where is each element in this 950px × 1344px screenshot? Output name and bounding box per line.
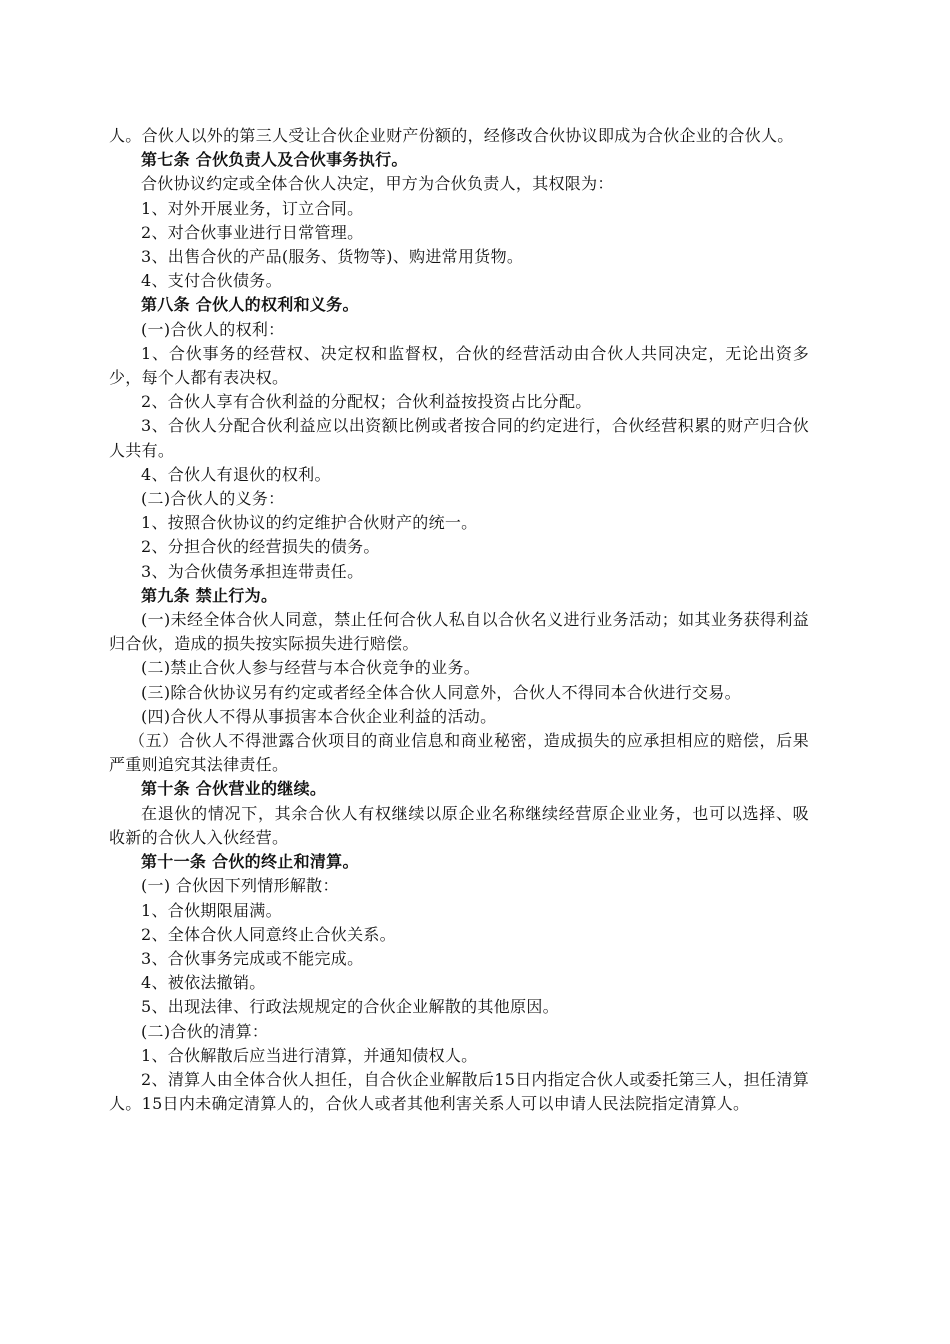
- list-item: (四)合伙人不得从事损害本合伙企业利益的活动。: [141, 706, 497, 726]
- paragraph: 在退伙的情况下，其余合伙人有权继续以原企业名称继续经营原企业业务，也可以选择、吸收新的合伙人入伙经营。: [109, 803, 809, 847]
- list-item: 1、按照合伙协议的约定维护合伙财产的统一。: [141, 513, 478, 533]
- document-page: [109, 124, 809, 1116]
- article-heading: 第十条 合伙营业的继续。: [141, 779, 327, 799]
- list-item: （五）合伙人不得泄露合伙项目的商业信息和商业秘密，造成损失的应承担相应的赔偿，后果严重则追究其法律责任。: [109, 731, 809, 775]
- list-item: 1、对外开展业务，订立合同。: [141, 198, 364, 218]
- list-item: 1、合伙事务的经营权、决定权和监督权，合伙的经营活动由合伙人共同决定，无论出资多少，每个人都有表决权。: [109, 343, 809, 388]
- subsection-title: (二)合伙的清算：: [141, 1021, 269, 1041]
- list-item: 4、支付合伙债务。: [141, 271, 282, 291]
- list-item: 2、清算人由全体合伙人担任，自合伙企业解散后15日内指定合伙人或委托第三人，担任清算人。15日内未确定清算人的，合伙人或者其他利害关系人可以申请人民法院指定清算人。: [109, 1069, 809, 1114]
- subsection-title: (一) 合伙因下列情形解散：: [141, 876, 339, 896]
- list-item: 3、为合伙债务承担连带责任。: [141, 561, 364, 581]
- list-item: (一)未经全体合伙人同意，禁止任何合伙人私自以合伙名义进行业务活动；如其业务获得利益归合伙，造成的损失按实际损失进行赔偿。: [109, 610, 809, 654]
- list-item: 3、合伙事务完成或不能完成。: [141, 948, 364, 968]
- list-item: 3、出售合伙的产品(服务、货物等)、购进常用货物。: [141, 247, 524, 267]
- paragraph: 合伙协议约定或全体合伙人决定，甲方为合伙负责人，其权限为：: [141, 174, 614, 194]
- list-item: 2、分担合伙的经营损失的债务。: [141, 537, 380, 557]
- list-item: 4、被依法撤销。: [141, 973, 266, 993]
- article-heading: 第十一条 合伙的终止和清算。: [141, 852, 359, 872]
- list-item: 1、合伙解散后应当进行清算，并通知债权人。: [141, 1045, 478, 1065]
- subsection-title: (一)合伙人的权利：: [141, 319, 285, 339]
- list-item: 2、对合伙事业进行日常管理。: [141, 222, 364, 242]
- list-item: 4、合伙人有退伙的权利。: [141, 464, 331, 484]
- subsection-title: (二)合伙人的义务：: [141, 489, 285, 509]
- list-item: 2、全体合伙人同意终止合伙关系。: [141, 924, 396, 944]
- list-item: (二)禁止合伙人参与经营与本合伙竞争的业务。: [141, 658, 481, 678]
- paragraph: 人。合伙人以外的第三人受让合伙企业财产份额的，经修改合伙协议即成为合伙企业的合伙人。: [109, 126, 794, 145]
- article-heading: 第七条 合伙负责人及合伙事务执行。: [141, 150, 408, 170]
- list-item: 5、出现法律、行政法规规定的合伙企业解散的其他原因。: [141, 997, 559, 1017]
- article-heading: 第九条 禁止行为。: [141, 585, 278, 605]
- list-item: 3、合伙人分配合伙利益应以出资额比例或者按合同的约定进行，合伙经营积累的财产归合伙人共有。: [109, 416, 809, 460]
- list-item: 2、合伙人享有合伙利益的分配权；合伙利益按投资占比分配。: [141, 392, 592, 412]
- list-item: 1、合伙期限届满。: [141, 900, 282, 920]
- article-heading: 第八条 合伙人的权利和义务。: [141, 295, 359, 315]
- list-item: (三)除合伙协议另有约定或者经全体合伙人同意外，合伙人不得同本合伙进行交易。: [141, 682, 741, 702]
